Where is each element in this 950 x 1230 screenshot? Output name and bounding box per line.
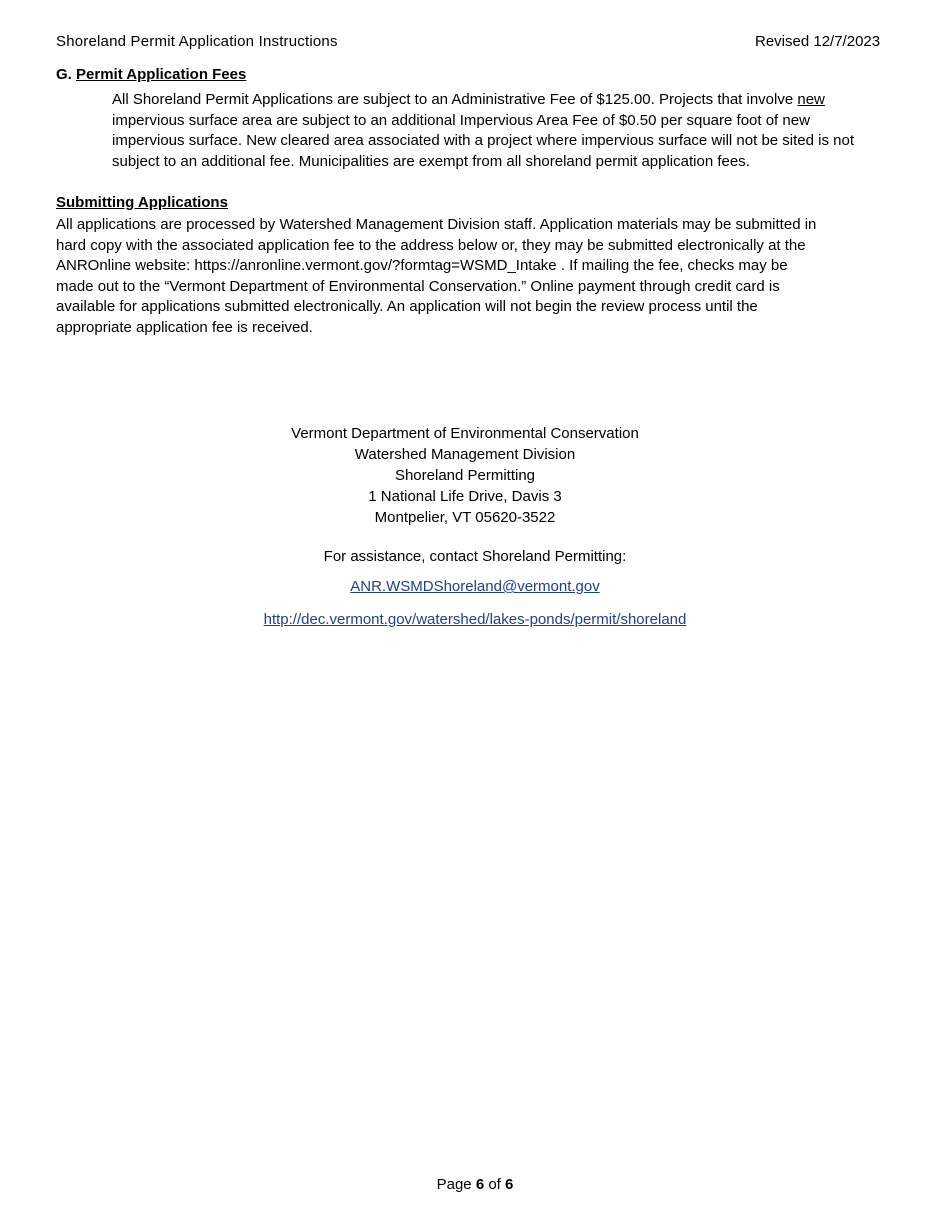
paragraph-line: appropriate application fee is received. <box>56 318 313 336</box>
email-link[interactable]: ANR.WSMDShoreland@vermont.gov <box>350 578 600 595</box>
mailing-address <box>0 423 930 528</box>
address-line: 1 National Life Drive, Davis 3 <box>368 488 562 505</box>
of-label: of <box>488 1176 501 1193</box>
submitting-applications-heading: Submitting Applications <box>56 194 228 211</box>
paragraph-line: All applications are processed by Watershed Management Division staff. Application materials may be submitted in <box>56 216 817 233</box>
url-container <box>0 611 950 628</box>
paragraph-line: subject to an additional fee. Municipalities are exempt from all shoreland permit application fees. <box>112 152 750 170</box>
page-footer <box>0 1176 950 1193</box>
assistance-text: For assistance, contact Shoreland Permitting: <box>323 548 627 565</box>
section-g-title: Permit Application Fees <box>76 66 247 83</box>
paragraph-line: ANROnline website: https://anronline.vermont.gov/?formtag=WSMD_Intake . If mailing the fee, checks may be <box>56 257 788 275</box>
underlined-word: new <box>797 91 825 108</box>
total-pages-number: 6 <box>505 1176 514 1193</box>
email-container <box>0 578 950 595</box>
paragraph-line: available for applications submitted electronically. An application will not begin the review process until the <box>56 298 758 316</box>
paragraph-line: hard copy with the associated application fee to the address below or, they may be submitted electronically at the <box>56 236 806 254</box>
page-label: Page <box>436 1176 472 1193</box>
paragraph-line: impervious surface. New cleared area associated with a project where impervious surface will not be sited is not <box>112 132 855 150</box>
header-title: Shoreland Permit Application Instructions <box>56 33 338 50</box>
section-g-heading <box>56 66 246 83</box>
line-text: All Shoreland Permit Applications are subject to an Administrative Fee of $125.00. Projects that involve <box>112 91 798 108</box>
current-page-number: 6 <box>475 1176 485 1193</box>
address-line: Watershed Management Division <box>354 446 576 463</box>
address-line: Vermont Department of Environmental Conservation <box>291 425 639 442</box>
submitting-applications-paragraph <box>56 215 916 339</box>
paragraph-line: impervious surface area are subject to an additional Impervious Area Fee of $0.50 per square foot of new <box>112 111 810 129</box>
address-line: Montpelier, VT 05620-3522 <box>374 509 556 526</box>
website-link[interactable]: http://dec.vermont.gov/watershed/lakes-ponds/permit/shoreland <box>263 611 687 628</box>
section-g-paragraph <box>112 90 902 172</box>
header-revised-date: Revised 12/7/2023 <box>755 33 881 50</box>
section-g-prefix: G. <box>56 66 72 83</box>
paragraph-line: made out to the “Vermont Department of Environmental Conservation.” Online payment through credit card is <box>56 277 780 295</box>
paragraph-line <box>112 90 902 111</box>
address-line: Shoreland Permitting <box>394 467 536 484</box>
